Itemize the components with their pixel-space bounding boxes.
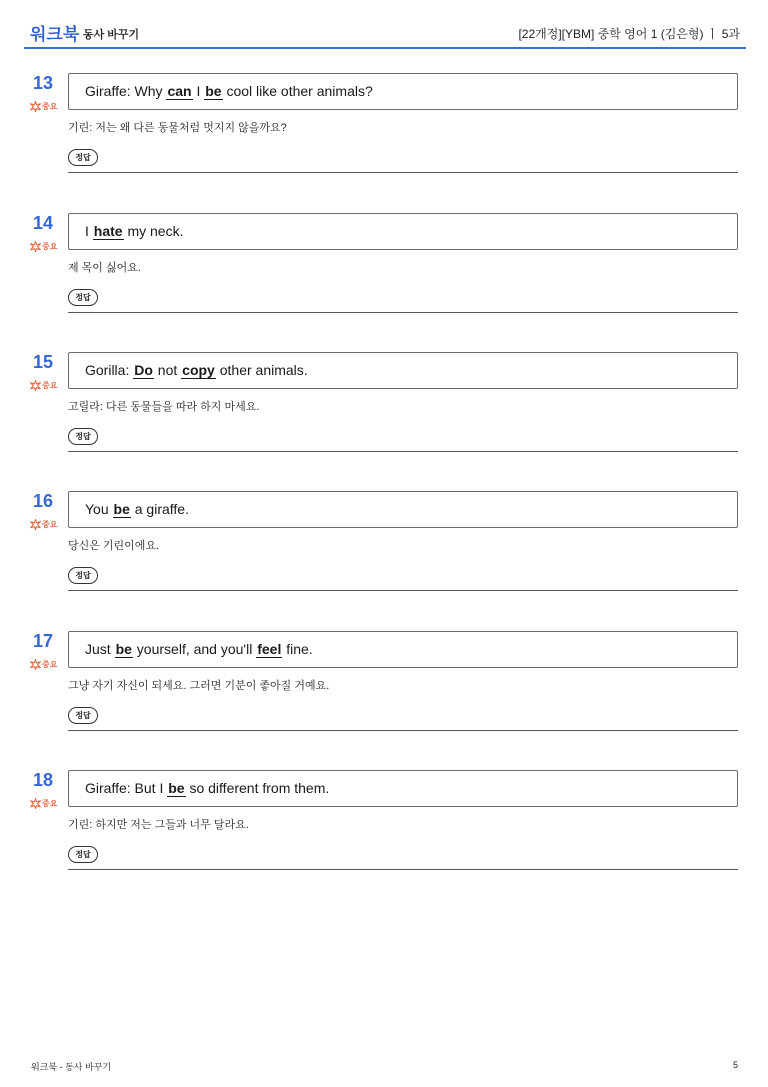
question-number: 16 (33, 491, 54, 511)
page-header (24, 0, 746, 49)
verb-blank: be (168, 780, 185, 796)
important-badge (30, 658, 57, 670)
star-burst-icon (30, 101, 41, 112)
sentence-box (68, 352, 738, 389)
question-item (0, 73, 768, 183)
question-number: 14 (33, 213, 54, 233)
important-label: 중요 (42, 380, 58, 390)
important-label: 중요 (42, 659, 58, 669)
star-burst-icon (30, 798, 41, 809)
question-item (0, 491, 768, 601)
important-badge (30, 100, 57, 112)
sentence-text: I (192, 83, 205, 99)
answer-button[interactable]: 정답 (68, 149, 98, 166)
korean-translation: 기린: 저는 왜 다른 동물처럼 멋지지 않을까요? (68, 122, 287, 134)
divider (68, 869, 738, 870)
korean-translation: 고릴라: 다른 동물들을 따라 하지 마세요. (68, 401, 260, 413)
footer-title: 워크북 - 동사 바꾸기 (31, 1062, 112, 1072)
important-badge (30, 379, 57, 391)
section-subtitle: 동사 바꾸기 (83, 29, 140, 41)
verb-blank: can (167, 83, 192, 99)
answer-button[interactable]: 정답 (68, 428, 98, 445)
question-item (0, 631, 768, 741)
question-number: 18 (33, 770, 54, 790)
star-burst-icon (30, 241, 41, 252)
korean-translation: 기린: 하지만 저는 그들과 너무 달라요. (68, 819, 249, 831)
answer-button[interactable]: 정답 (68, 707, 98, 724)
sentence-text: cool like other animals? (222, 83, 373, 99)
important-badge (30, 518, 57, 530)
sentence-text: I (85, 223, 93, 239)
sentence-text: fine. (282, 641, 313, 657)
sentence-text: Gorilla: (85, 362, 134, 378)
brand-title: 워크북 (30, 25, 80, 44)
divider (68, 312, 738, 313)
important-badge (30, 240, 57, 252)
verb-blank: be (205, 83, 222, 99)
star-burst-icon (30, 380, 41, 391)
korean-translation: 그냥 자기 자신이 되세요. 그러면 기분이 좋아질 거예요. (68, 680, 330, 692)
page-number: 5 (732, 1060, 738, 1070)
verb-blank: Do (134, 362, 153, 378)
important-label: 중요 (42, 101, 58, 111)
divider (68, 172, 738, 173)
sentence-box (68, 631, 738, 668)
sentence-box (68, 491, 738, 528)
divider (68, 730, 738, 731)
important-label: 중요 (42, 241, 58, 251)
question-item (0, 352, 768, 462)
sentence-text: Just (85, 641, 115, 657)
sentence-text: Giraffe: But I (85, 780, 168, 796)
sentence-text: Giraffe: Why (85, 83, 167, 99)
question-number: 17 (33, 631, 54, 651)
question-number: 15 (33, 352, 54, 372)
korean-translation: 제 목이 싫어요. (68, 262, 141, 274)
answer-button[interactable]: 정답 (68, 289, 98, 306)
sentence-box (68, 213, 738, 250)
question-item (0, 213, 768, 323)
course-info: [22개정][YBM] 중학 영어 1 (김은형) ㅣ 5과 (518, 27, 740, 41)
important-label: 중요 (42, 798, 58, 808)
verb-blank: feel (257, 641, 282, 657)
answer-button[interactable]: 정답 (68, 846, 98, 863)
sentence-text: You (85, 501, 113, 517)
divider (68, 590, 738, 591)
korean-translation: 당신은 기린이에요. (68, 540, 160, 552)
sentence-text: my neck. (123, 223, 184, 239)
sentence-text: a giraffe. (130, 501, 189, 517)
important-label: 중요 (42, 519, 58, 529)
sentence-text: other animals. (215, 362, 308, 378)
sentence-text: yourself, and you'll (132, 641, 257, 657)
sentence-text: not (153, 362, 182, 378)
question-number: 13 (33, 73, 54, 93)
question-item (0, 770, 768, 880)
verb-blank: be (115, 641, 132, 657)
sentence-text: so different from them. (185, 780, 330, 796)
star-burst-icon (30, 659, 41, 670)
verb-blank: be (113, 501, 130, 517)
sentence-box (68, 73, 738, 110)
star-burst-icon (30, 519, 41, 530)
answer-button[interactable]: 정답 (68, 567, 98, 584)
divider (68, 451, 738, 452)
important-badge (30, 797, 57, 809)
sentence-box (68, 770, 738, 807)
verb-blank: hate (93, 223, 123, 239)
verb-blank: copy (182, 362, 215, 378)
